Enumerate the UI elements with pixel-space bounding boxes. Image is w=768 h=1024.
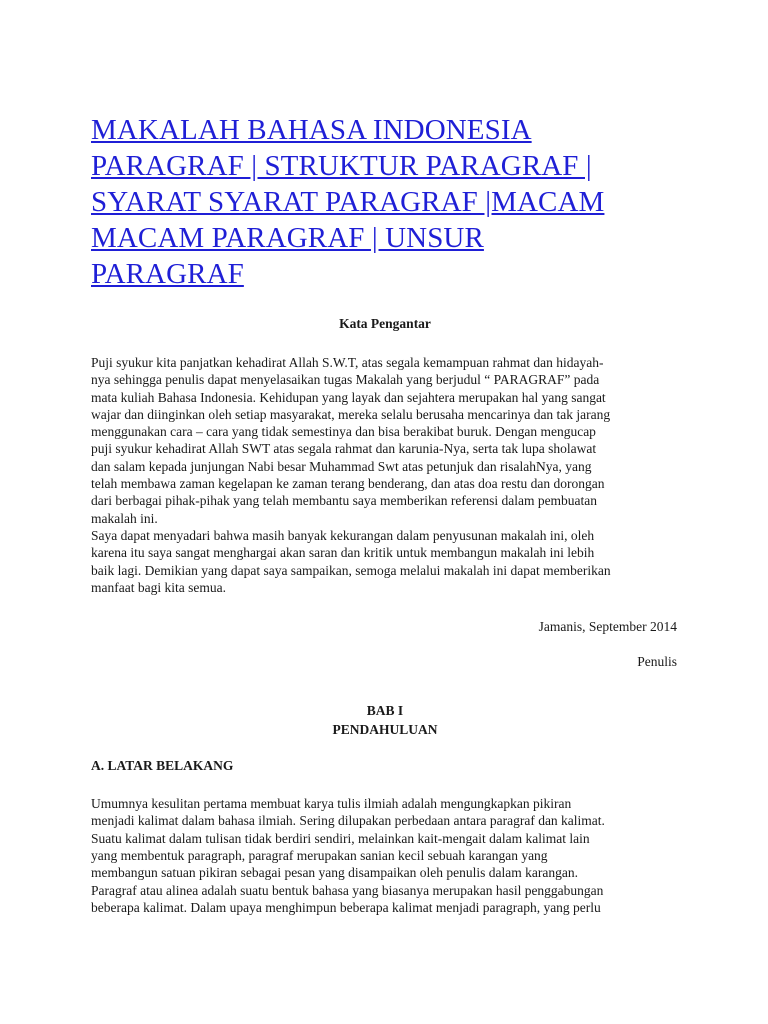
title-line-5: PARAGRAF (91, 258, 244, 290)
signature: Penulis (637, 654, 677, 670)
document-title-link[interactable] (91, 112, 679, 292)
title-line-3: SYARAT SYARAT PARAGRAF |MACAM (91, 186, 605, 218)
chapter-title: PENDAHULUAN (332, 722, 438, 738)
section-a-heading: A. LATAR BELAKANG (91, 758, 234, 774)
title-line-1: MAKALAH BAHASA INDONESIA (91, 114, 532, 146)
chapter-number: BAB I (366, 703, 404, 719)
kata-pengantar-paragraph-1: Puji syukur kita panjatkan kehadirat Allah S.W.T, atas segala kemampuan rahmat dan hidayah- nya sehingga penulis dapat menyelasaikan tugas Makalah yang berjudul “ PARAGRAF” pada mata kuliah Bahasa Indonesia. Kehidupan yang layak dan sejahtera merupakan hal yang sangat wajar dan diinginkan oleh setiap masyarakat, mereka selalu berusaha mencarinya dan tak jarang menggunakan cara – cara yang tidak semestinya dan bisa berakibat buruk. Dengan mengucap puji syukur kehadirat Allah SWT atas segala rahmat dan karunia-Nya, serta tak lupa sholawat dan salam kepada junjungan Nabi besar Muhammad Swt atas petunjuk dan risalahNya, yang telah membawa zaman kegelapan ke zaman terang benderang, dan atas doa restu dan dorongan dari berbagai pihak-pihak yang telah membantu saya memberikan referensi dalam pembuatan makalah ini. (91, 355, 611, 526)
document-page (91, 112, 679, 916)
kata-pengantar-paragraph-2: Saya dapat menyadari bahwa masih banyak kekurangan dalam penyusunan makalah ini, oleh karena itu saya sangat menghargai akan saran dan kritik untuk membangun makalah ini lebih baik lagi. Demikian yang dapat saya sampaikan, semoga melalui makalah ini dapat memberikan manfaat bagi kita semua. (91, 527, 611, 595)
title-line-2: PARAGRAF | STRUKTUR PARAGRAF | (91, 150, 592, 182)
kata-pengantar-heading: Kata Pengantar (339, 316, 431, 331)
title-line-4: MACAM PARAGRAF | UNSUR (91, 222, 484, 254)
section-a-paragraph: Umumnya kesulitan pertama membuat karya tulis ilmiah adalah mengungkapkan pikiran menjadi kalimat dalam bahasa ilmiah. Sering dilupakan perbedaan antara paragraf dan kalimat. Suatu kalimat dalam tulisan tidak berdiri sendiri, melainkan kait-mengait dalam kalimat lain yang membentuk paragraph, paragraf merupakan sanian kecil sebuah karangan yang membangun satuan pikiran sebagai pesan yang disampaikan oleh penulis dalam karangan. Paragraf atau alinea adalah suatu bentuk bahasa yang biasanya merupakan hasil penggabungan beberapa kalimat. Dalam upaya menghimpun beberapa kalimat menjadi paragraph, yang perlu (91, 796, 605, 915)
place-date: Jamanis, September 2014 (538, 619, 677, 635)
